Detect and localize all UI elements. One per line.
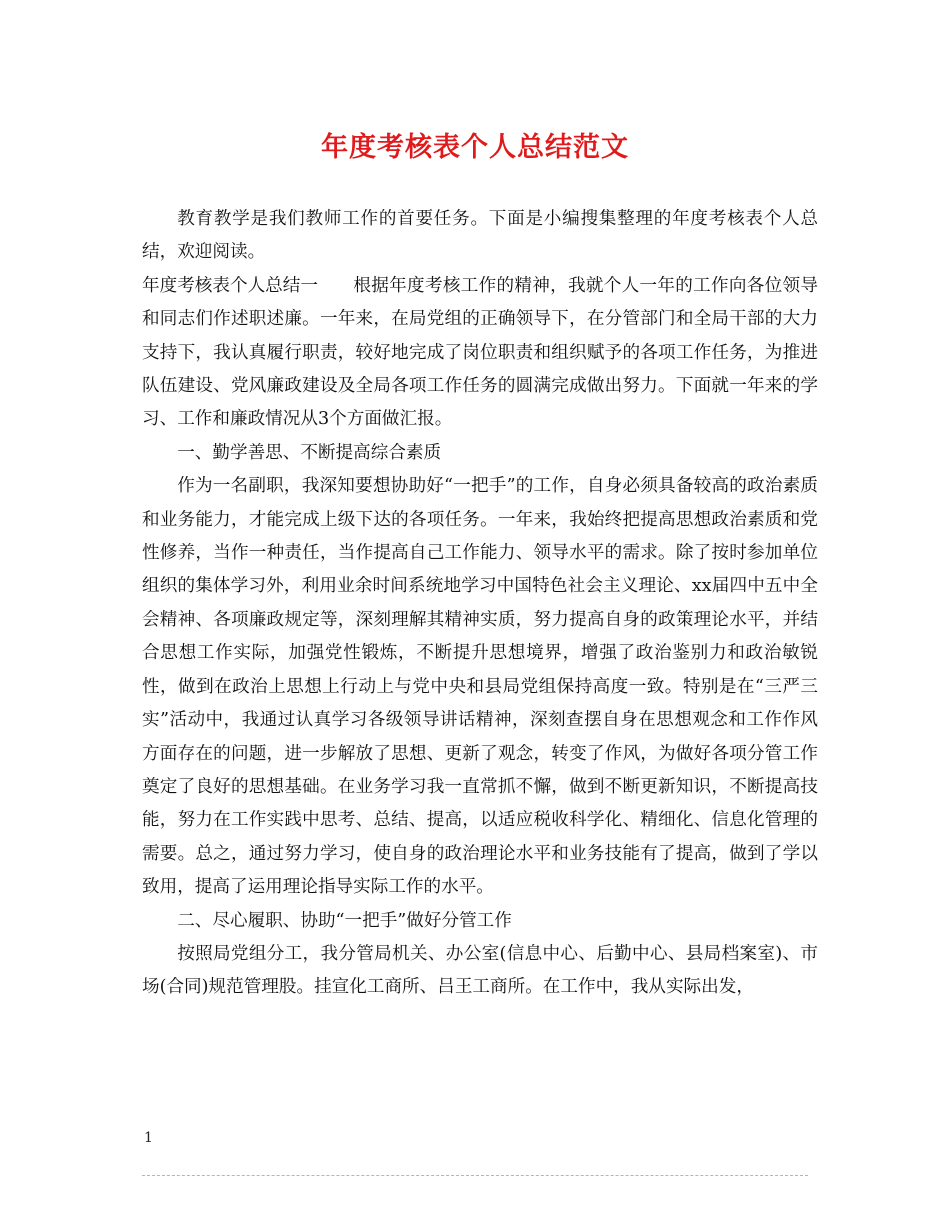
page-number: 1 (144, 1130, 153, 1146)
section-one-paragraph (142, 270, 818, 437)
intro-paragraph: 教育教学是我们教师工作的首要任务。下面是小编搜集整理的年度考核表个人总结，欢迎阅读。 (142, 209, 818, 263)
heading-one: 一、勤学善思、不断提高综合素质 (177, 442, 442, 463)
footer-divider (142, 1175, 808, 1176)
document-body (142, 203, 818, 1005)
paragraph-two: 按照局党组分工，我分管局机关、办公室(信息中心、后勤中心、县局档案室)、市场(合同)规范管理股。挂宣化工商所、吕王工商所。在工作中，我从实际出发， (142, 943, 818, 998)
paragraph-one: 作为一名副职，我深知要想协助好“一把手”的工作，自身必须具备较高的政治素质和业务能力，才能完成上级下达的各项任务。一年来，我始终把提高思想政治素质和党性修养，当作一种责任，当作提高自己工作能力、领导水平的需求。除了按时参加单位组织的集体学习外，利用业余时间系统地学习中国特色社会主义理论、xx届四中五中全会精神、各项廉政规定等，深刻理解其精神实质，努力提高自身的政策理论水平，并结合思想工作实际，加强党性锻炼，不断提升思想境界，增强了政治鉴别力和政治敏锐性，做到在政治上思想上行动上与党中央和县局党组保持高度一致。特别是在“三严三实”活动中，我通过认真学习各级领导讲话精神，深刻查摆自身在思想观念和工作作风方面存在的问题，进一步解放了思想、更新了观念，转变了作风，为做好各项分管工作奠定了良好的思想基础。在业务学习我一直常抓不懈，做到不断更新知识，不断提高技能，努力在工作实践中思考、总结、提高，以适应税收科学化、精细化、信息化管理的需要。总之，通过努力学习，使自身的政治理论水平和业务技能有了提高，做到了学以致用，提高了运用理论指导实际工作的水平。 (142, 476, 818, 898)
document-title: 年度考核表个人总结范文 (321, 132, 629, 163)
heading-two: 二、尽心履职、协助“一把手”做好分管工作 (177, 910, 512, 931)
section-one-text: 根据年度考核工作的精神，我就个人一年的工作向各位领导和同志们作述职述廉。一年来，在局党组的正确领导下，在分管部门和全局干部的大力支持下，我认真履行职责，较好地完成了岗位职责和组织赋予的各项工作任务，为推进队伍建设、党风廉政建设及全局各项工作任务的圆满完成做出努力。下面就一年来的学习、工作和廉政情况从3个方面做汇报。 (142, 275, 818, 430)
section-one-label: 年度考核表个人总结一 (142, 275, 318, 296)
